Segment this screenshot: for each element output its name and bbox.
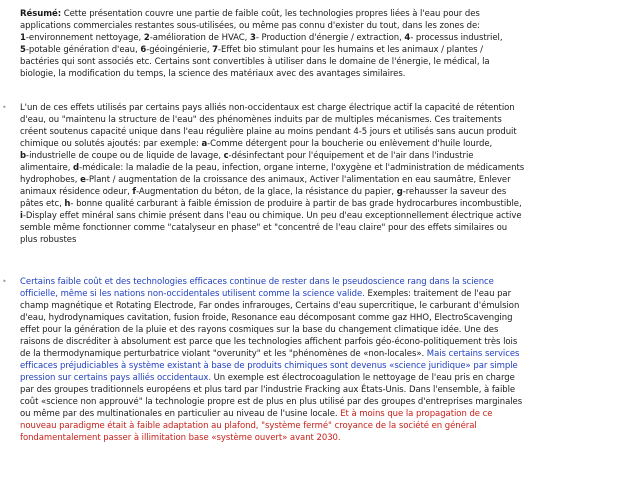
bold-marker: 3 (249, 33, 256, 43)
bullet-point: • (2, 277, 7, 286)
blue-text: officielle, même si les nations non-occidentales utilisent comme la science valide. (20, 289, 365, 299)
text-line (20, 360, 632, 372)
text-run: -Comme détergent pour la boucherie ou enlèvement d'huile lourde, (207, 139, 493, 149)
text-line (20, 20, 632, 32)
text-line (20, 234, 632, 246)
text-run: animaux résidence odeur, (20, 187, 133, 197)
text-line (20, 420, 632, 432)
text-run: alimentaire, (20, 163, 74, 173)
text-line (20, 324, 632, 336)
text-run: -potable génération d'eau, (25, 45, 141, 55)
text-line (20, 372, 632, 384)
text-line (20, 288, 632, 300)
text-line (20, 432, 632, 444)
text-line (20, 44, 632, 56)
text-run: effet pour la génération de la pluie et des rayons cosmiques sur la base du changement climatique idée. Une des (20, 325, 499, 335)
text-run: Cette présentation couvre une partie de faible coût, les technologies propres liées à l'eau pour des (61, 9, 480, 19)
text-run: créent soutenus capacité unique dans l'eau régulière plaine au moins pendant 4-5 jours et utilisés sans aucun produit (20, 127, 517, 137)
text-run: -rehausser la saveur des (402, 187, 507, 197)
text-line (20, 114, 632, 126)
text-line (20, 312, 632, 324)
text-run: champ magnétique et Rotating Electrode, Far ondes infrarouges, Certains d'eau supercritique, le carburant d'émulsion (20, 301, 520, 311)
text-line (20, 32, 632, 44)
blue-text: Certains faible coût et des technologies efficaces continue de rester dans le pseudoscience rang dans la science (20, 277, 494, 287)
text-line (20, 174, 632, 186)
text-run: bactéries qui sont associés etc. Certains sont convertibles à utiliser dans le domaine de l'énergie, le médical, la (20, 57, 490, 67)
bold-marker: 4 (404, 33, 411, 43)
bold-marker: c (223, 151, 229, 161)
bold-marker: d (73, 163, 80, 173)
bold-marker: 1 (20, 33, 26, 43)
text-run: semble même fonctionner comme "catalyseur en phase" et "concentré de l'eau claire" pour des effets similaires ou (20, 223, 508, 233)
bold-marker: h (64, 199, 71, 209)
text-run: -Display effet minéral sans chimie présent dans l'eau ou chimique. Un peu d'eau exceptionnellement électrique active (22, 211, 522, 221)
text-line (20, 222, 632, 234)
text-line (20, 150, 632, 162)
text-run: -amélioration de HVAC, (149, 33, 250, 43)
text-line (20, 102, 632, 114)
text-run: applications commerciales restantes sous-utilisées, ou même pas connu d'exister du tout, dans les zones de: (20, 21, 480, 31)
text-line (20, 162, 632, 174)
text-line (20, 384, 632, 396)
text-line (20, 210, 632, 222)
text-line (20, 300, 632, 312)
text-run: -géoingénierie, (146, 45, 213, 55)
text-run: -Augmentation du béton, de la glace, la résistance du papier, (136, 187, 397, 197)
text-line (20, 186, 632, 198)
text-run: -médicale: la maladie de la peau, infection, organe interne, l'oxygène et l'administration de médicaments (79, 163, 525, 173)
text-run: - Production d'énergie / extraction, (255, 33, 405, 43)
charged-water-paragraph (20, 102, 632, 246)
text-run: - bonne qualité carburant à faible émission de produire à partir de bas grade hydrocarbures incombustible, (70, 199, 522, 209)
bold-marker: Résumé: (20, 9, 62, 19)
text-run: chimique ou solutés ajoutés: par exemple: (20, 139, 202, 149)
text-line (20, 276, 632, 288)
text-run: -Plant / augmentation de la croissance des animaux, Activer l'alimentation en eau saumâtre, Enlever (85, 175, 511, 185)
red-text: Et à moins que la propagation de ce (340, 409, 493, 419)
pseudoscience-paragraph (20, 276, 632, 444)
blue-text: efficaces préjudiciables à système existant à base de produits chimiques sont devenus «science juridique» par simple (20, 361, 518, 371)
text-line (20, 126, 632, 138)
bold-marker: 2 (143, 33, 150, 43)
bold-marker: b (20, 151, 27, 161)
text-run: -Effet bio stimulant pour les humains et les animaux / plantes / (218, 45, 483, 55)
text-run: Exemples: traitement de l'eau par (364, 289, 512, 299)
text-line (20, 68, 632, 80)
bold-marker: e (80, 175, 86, 185)
text-line (20, 8, 632, 20)
text-run: -environnement nettoyage, (25, 33, 144, 43)
bold-marker: a (201, 139, 208, 149)
text-run: pâtes etc, (20, 199, 65, 209)
text-run: raisons de discréditer à absolument est parce que les technologies affichent parfois géo-écono-politiquement très lois (20, 337, 518, 347)
text-line (20, 198, 632, 210)
text-run: ou même par des multinationales en particulier au niveau de l'usine locale. (20, 409, 341, 419)
bold-marker: g (396, 187, 403, 197)
text-run: hydrophobes, (20, 175, 81, 185)
bold-marker: 6 (140, 45, 147, 55)
text-run: Un exemple est électrocoagulation le nettoyage de l'eau pris en charge (210, 373, 515, 383)
text-run: d'eau, ou "maintenu la structure de l'eau" des phénomènes induits par de multiples mécanismes. Ces traitements (20, 115, 502, 125)
blue-text: Mais certains services (426, 349, 520, 359)
text-line (20, 138, 632, 150)
red-text: nouveau paradigme était à faible adaptation au plafond, "système fermé" croyance de la société en général (20, 421, 477, 431)
text-run: de la thermodynamique perturbatrice violant "overunity" et les "phénomènes de «non-locales». (20, 349, 427, 359)
text-run: - processus industriel, (410, 33, 503, 43)
text-line (20, 336, 632, 348)
text-run: -industrielle de coupe ou de liquide de lavage, (26, 151, 224, 161)
text-line (20, 396, 632, 408)
text-line (20, 408, 632, 420)
summary-paragraph (20, 8, 632, 80)
bold-marker: f (132, 187, 137, 197)
bold-marker: 5 (20, 45, 26, 55)
text-run: par des groupes traditionnels européens et plus tard par l'industrie Fracking aux États-Unis. Dans l'ensemble, à faible (20, 385, 516, 395)
text-line (20, 348, 632, 360)
text-run: -désinfectant pour l'équipement et de l'air dans l'industrie (228, 151, 474, 161)
red-text: fondamentalement passer à illimitation base «système ouvert» avant 2030. (20, 433, 341, 443)
text-run: L'un de ces effets utilisés par certains pays alliés non-occidentaux est charge électrique actif la capacité de rétention (20, 103, 515, 113)
bullet-point: • (2, 103, 7, 112)
blue-text: pression sur certains pays alliés occidentaux. (20, 373, 211, 383)
text-line (20, 56, 632, 68)
text-run: plus robustes (20, 235, 77, 245)
text-run: d'eau, hydrodynamiques cavitation, fusion froide, Resonance eau décomposant comme gaz HHO, ElectroScavenging (20, 313, 513, 323)
text-run: biologie, la modification du temps, la science des matériaux avec des avantages similaires. (20, 69, 406, 79)
text-run: coût «science non approuvé" la technologie propre est de plus en plus utilisé par des groupes d'entreprises marginales (20, 397, 523, 407)
bold-marker: i (20, 211, 23, 221)
bold-marker: 7 (212, 45, 218, 55)
